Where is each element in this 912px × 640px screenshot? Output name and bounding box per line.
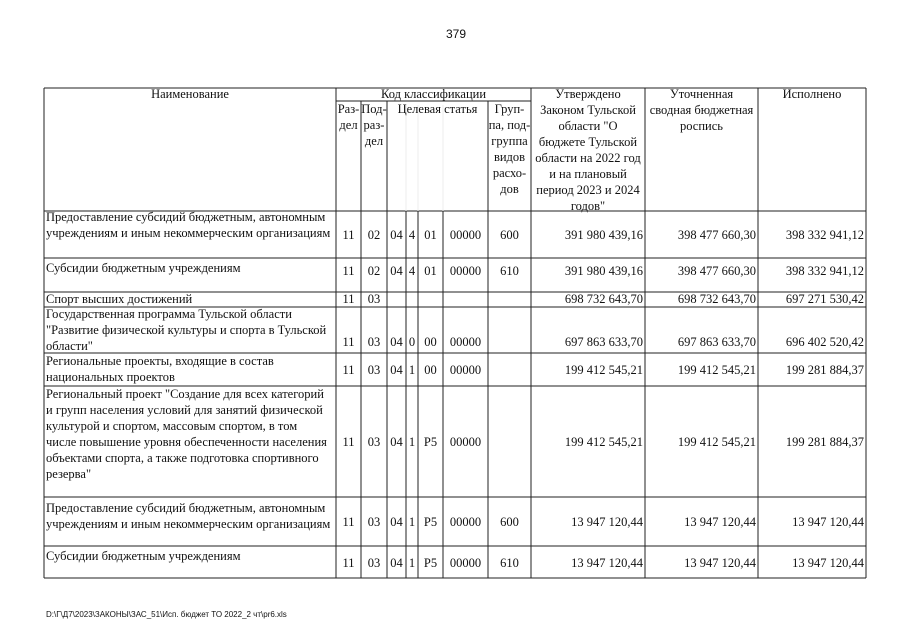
row-razdel: 11 bbox=[342, 435, 355, 449]
row-target-article-part: 00000 bbox=[449, 435, 482, 449]
header-expense-group: па, под- bbox=[488, 118, 531, 132]
row-refined: 199 412 545,21 bbox=[677, 435, 756, 449]
header-razdel: Раз- bbox=[337, 102, 360, 116]
row-target-article-part: P5 bbox=[423, 515, 438, 529]
row-podrazdel: 03 bbox=[367, 515, 381, 529]
row-target-article-part: 04 bbox=[390, 335, 403, 349]
row-name: объектами спорта, а также подготовка спортивного bbox=[46, 451, 319, 465]
row-podrazdel: 02 bbox=[367, 264, 381, 278]
header-approved: Утверждено bbox=[555, 87, 621, 101]
row-expense-group: 600 bbox=[500, 228, 519, 242]
row-refined: 13 947 120,44 bbox=[684, 515, 756, 529]
row-approved: 698 732 643,70 bbox=[564, 292, 643, 306]
row-podrazdel: 03 bbox=[367, 435, 381, 449]
row-target-article-part: 00000 bbox=[449, 228, 482, 242]
header-approved: области "О bbox=[558, 119, 618, 133]
row-target-article-part: 00000 bbox=[449, 363, 482, 377]
row-target-article-part: 04 bbox=[390, 228, 403, 242]
row-target-article-part: 00000 bbox=[449, 515, 482, 529]
header-expense-group: расхо- bbox=[492, 166, 527, 180]
header-expense-group: видов bbox=[493, 150, 526, 164]
header-name: Наименование bbox=[151, 87, 229, 101]
header-podrazdel: дел bbox=[364, 134, 384, 148]
row-name: Субсидии бюджетным учреждениям bbox=[46, 549, 241, 563]
row-target-article-part: 4 bbox=[408, 228, 416, 242]
row-executed: 696 402 520,42 bbox=[785, 335, 864, 349]
header-approved: Законом Тульской bbox=[540, 103, 636, 117]
row-target-article-part: 04 bbox=[390, 363, 403, 377]
row-refined: 398 477 660,30 bbox=[677, 264, 756, 278]
row-name: "Развитие физической культуры и спорта в Тульской bbox=[46, 323, 327, 337]
row-name: учреждениям и иным некоммерческим организациям bbox=[46, 517, 331, 531]
row-name: Предоставление субсидий бюджетным, автономным bbox=[46, 501, 326, 515]
row-name: резерва" bbox=[46, 467, 92, 481]
row-target-article-part: 01 bbox=[424, 264, 437, 278]
row-refined: 13 947 120,44 bbox=[684, 556, 756, 570]
header-code-classification: Код классификации bbox=[380, 87, 487, 101]
row-podrazdel: 03 bbox=[367, 335, 381, 349]
header-refined: Уточненная bbox=[669, 87, 734, 101]
row-executed: 199 281 884,37 bbox=[785, 363, 864, 377]
row-name: культурой и спортом, массовым спортом, в том bbox=[46, 419, 298, 433]
row-name: национальных проектов bbox=[46, 370, 175, 384]
row-podrazdel: 03 bbox=[367, 363, 381, 377]
row-target-article-part: 00000 bbox=[449, 335, 482, 349]
row-target-article-part: P5 bbox=[423, 556, 438, 570]
row-target-article-part: 0 bbox=[408, 335, 416, 349]
header-razdel: дел bbox=[339, 118, 358, 132]
row-refined: 398 477 660,30 bbox=[677, 228, 756, 242]
row-podrazdel: 02 bbox=[367, 228, 381, 242]
row-executed: 398 332 941,12 bbox=[785, 264, 864, 278]
header-approved: бюджете Тульской bbox=[538, 135, 638, 149]
row-expense-group: 600 bbox=[500, 515, 519, 529]
row-target-article-part: 4 bbox=[408, 264, 416, 278]
row-name: Предоставление субсидий бюджетным, автономным bbox=[46, 210, 326, 224]
header-approved: годов" bbox=[570, 199, 606, 213]
row-target-article-part: 04 bbox=[390, 435, 403, 449]
row-target-article-part: 04 bbox=[390, 556, 403, 570]
row-razdel: 11 bbox=[342, 363, 355, 377]
row-approved: 391 980 439,16 bbox=[564, 264, 643, 278]
header-approved: и на плановый bbox=[549, 167, 627, 181]
row-executed: 199 281 884,37 bbox=[785, 435, 864, 449]
row-target-article-part: 00 bbox=[424, 363, 437, 377]
row-refined: 698 732 643,70 bbox=[677, 292, 756, 306]
row-approved: 13 947 120,44 bbox=[571, 515, 643, 529]
row-target-article-part: 1 bbox=[408, 515, 416, 529]
row-target-article-part: 1 bbox=[408, 435, 416, 449]
row-executed: 13 947 120,44 bbox=[792, 556, 864, 570]
row-name: числе повышение уровня обеспеченности населения bbox=[46, 435, 327, 449]
row-name: и групп населения условий для занятий физической bbox=[46, 403, 323, 417]
row-name: Спорт высших достижений bbox=[46, 292, 193, 306]
row-approved: 13 947 120,44 bbox=[571, 556, 643, 570]
header-refined: сводная бюджетная bbox=[649, 103, 754, 117]
row-name: учреждениям и иным некоммерческим организациям bbox=[46, 226, 331, 240]
row-refined: 199 412 545,21 bbox=[677, 363, 756, 377]
header-podrazdel: раз- bbox=[363, 118, 385, 132]
row-razdel: 11 bbox=[342, 515, 355, 529]
header-expense-group: дов bbox=[500, 182, 519, 196]
row-target-article-part: 01 bbox=[424, 228, 437, 242]
row-razdel: 11 bbox=[342, 292, 355, 306]
row-executed: 13 947 120,44 bbox=[792, 515, 864, 529]
row-approved: 697 863 633,70 bbox=[564, 335, 643, 349]
header-target-article: Целевая статья bbox=[397, 102, 478, 116]
row-expense-group: 610 bbox=[500, 556, 519, 570]
header-approved: период 2023 и 2024 bbox=[536, 183, 640, 197]
row-target-article-part: 00 bbox=[424, 335, 437, 349]
row-podrazdel: 03 bbox=[367, 556, 381, 570]
row-target-article-part: 1 bbox=[408, 363, 416, 377]
row-razdel: 11 bbox=[342, 335, 355, 349]
row-expense-group: 610 bbox=[500, 264, 519, 278]
row-name: Региональный проект "Создание для всех категорий bbox=[46, 387, 324, 401]
row-approved: 199 412 545,21 bbox=[564, 435, 643, 449]
row-razdel: 11 bbox=[342, 264, 355, 278]
row-refined: 697 863 633,70 bbox=[677, 335, 756, 349]
footer-file-path: D:\Г\Д7\2023\ЗАКОНЫ\ЗАС_51\Исп. бюджет ТО 2022_2 чт\pr6.xls bbox=[46, 610, 287, 619]
header-executed: Исполнено bbox=[782, 87, 842, 101]
row-target-article-part: 00000 bbox=[449, 264, 482, 278]
row-razdel: 11 bbox=[342, 228, 355, 242]
header-approved: области на 2022 год bbox=[535, 151, 641, 165]
row-target-article-part: 00000 bbox=[449, 556, 482, 570]
row-target-article-part: P5 bbox=[423, 435, 438, 449]
row-approved: 391 980 439,16 bbox=[564, 228, 643, 242]
row-podrazdel: 03 bbox=[367, 292, 381, 306]
row-executed: 697 271 530,42 bbox=[785, 292, 864, 306]
header-expense-group: группа bbox=[491, 134, 528, 148]
row-name: области" bbox=[46, 339, 93, 353]
row-approved: 199 412 545,21 bbox=[564, 363, 643, 377]
header-podrazdel: Под- bbox=[361, 102, 387, 116]
row-target-article-part: 04 bbox=[390, 515, 403, 529]
header-expense-group: Груп- bbox=[494, 102, 525, 116]
row-target-article-part: 04 bbox=[390, 264, 403, 278]
row-name: Государственная программа Тульской области bbox=[46, 307, 292, 321]
page-number: 379 bbox=[445, 27, 467, 41]
header-refined: роспись bbox=[680, 119, 723, 133]
row-target-article-part: 1 bbox=[408, 556, 416, 570]
row-name: Региональные проекты, входящие в состав bbox=[46, 354, 274, 368]
row-name: Субсидии бюджетным учреждениям bbox=[46, 261, 241, 275]
row-razdel: 11 bbox=[342, 556, 355, 570]
row-executed: 398 332 941,12 bbox=[785, 228, 864, 242]
